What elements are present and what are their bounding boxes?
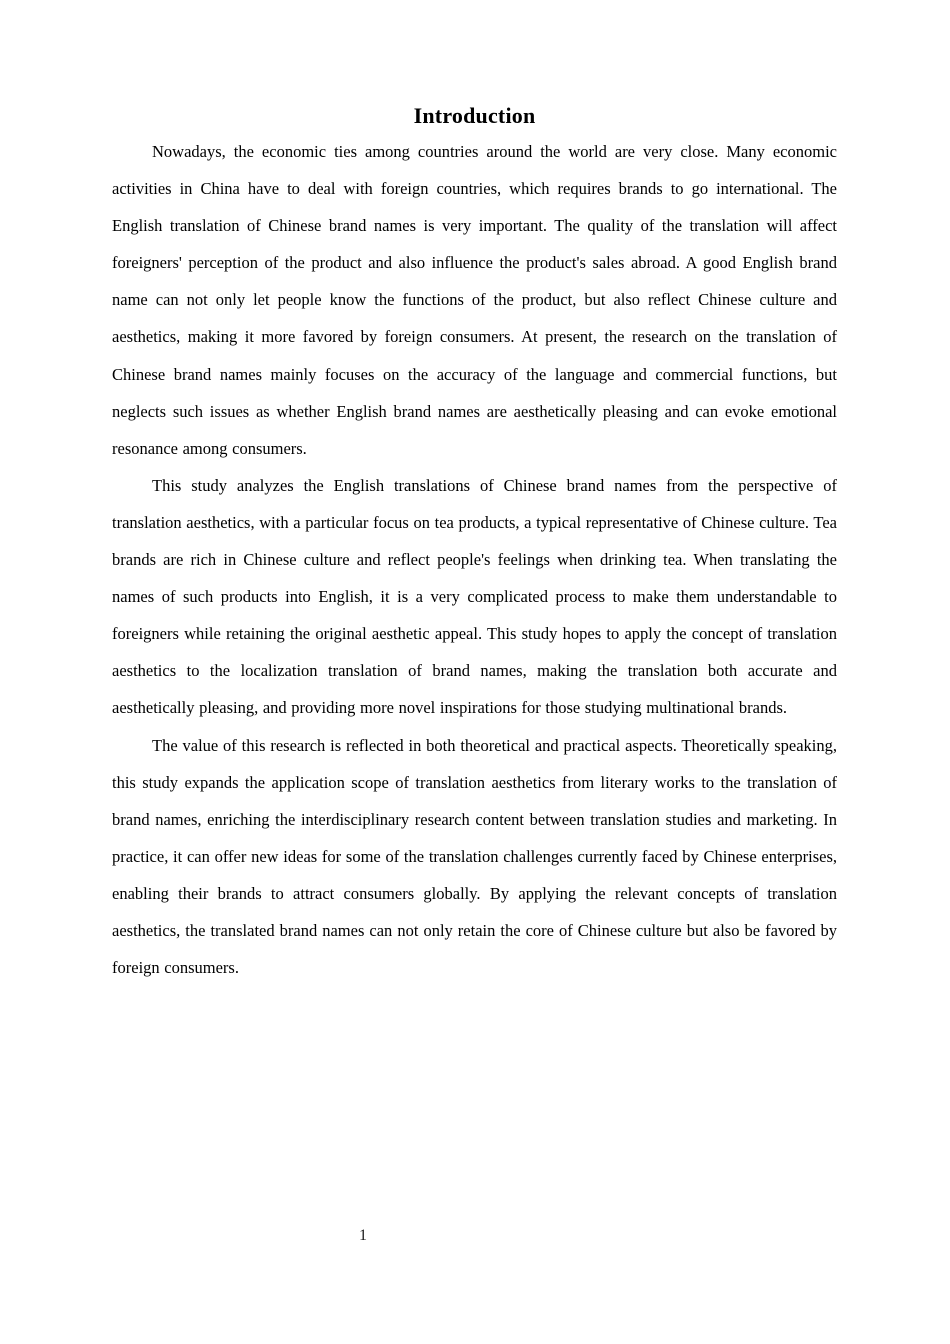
paragraph-3: The value of this research is reflected in both theoretical and practical aspects. Theoretically speaking, this study expands the application scope of translation aesthetics from literary works to the translation of brand names, enriching the interdisciplinary research content between translation studies and marketing. In practice, it can offer new ideas for some of the translation challenges currently faced by Chinese enterprises, enabling their brands to attract consumers globally. By applying the relevant concepts of translation aesthetics, the translated brand names can not only retain the core of Chinese culture but also be favored by foreign consumers.: [112, 735, 837, 978]
page-number: 1: [359, 1227, 367, 1244]
paragraph-2: This study analyzes the English translations of Chinese brand names from the perspective of translation aesthetics, with a particular focus on tea products, a typical representative of Chinese culture. Tea brands are rich in Chinese culture and reflect people's feelings when drinking tea. When translating the names of such products into English, it is a very complicated process to make them understandable to foreigners while retaining the original aesthetic appeal. This study hopes to apply the concept of translation aesthetics to the localization translation of brand names, making the translation both accurate and aesthetically pleasing, and providing more novel inspirations for those studying multinational brands.: [112, 475, 837, 718]
section-title: Introduction: [413, 103, 536, 128]
document-body: [112, 103, 837, 986]
paragraph-1: Nowadays, the economic ties among countries around the world are very close. Many economic activities in China have to deal with foreign countries, which requires brands to go international. The English translation of Chinese brand names is very important. The quality of the translation will affect foreigners' perception of the product and also influence the product's sales abroad. A good English brand name can not only let people know the functions of the product, but also reflect Chinese culture and aesthetics, making it more favored by foreign consumers. At present, the research on the translation of Chinese brand names mainly focuses on the accuracy of the language and commercial functions, but neglects such issues as whether English brand names are aesthetically pleasing and can evoke emotional resonance among consumers.: [112, 142, 837, 458]
